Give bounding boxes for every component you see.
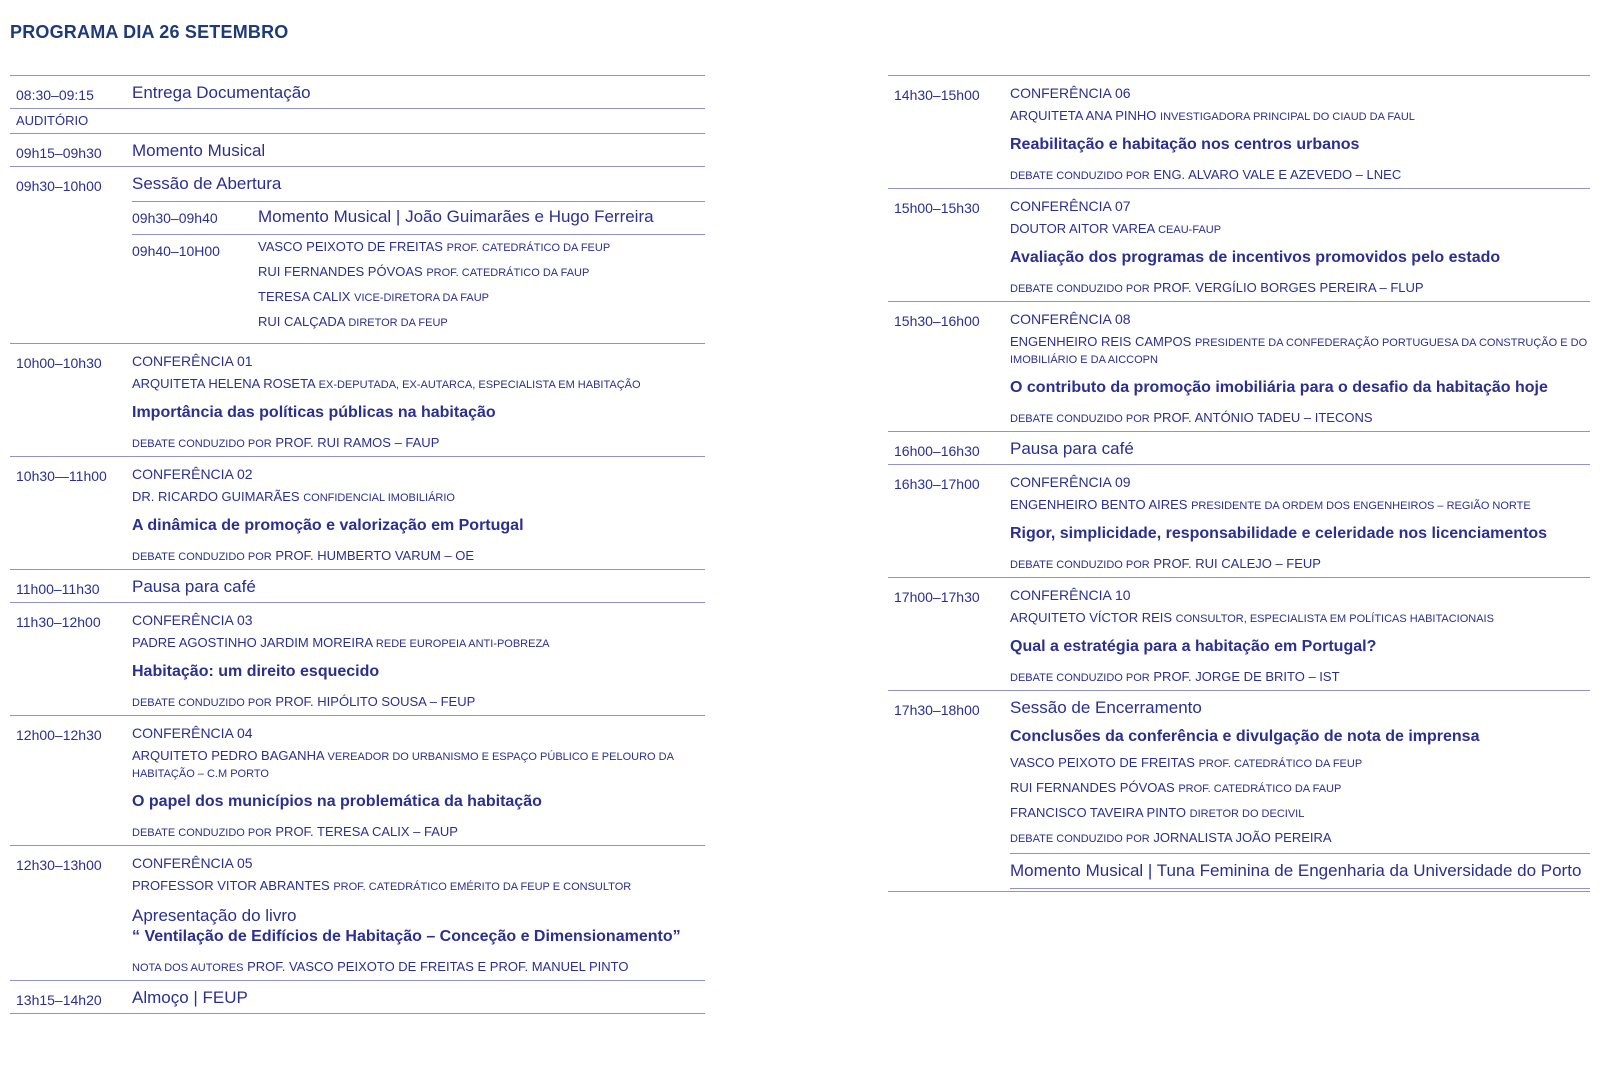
time-slot: 17h00–17h30 — [894, 589, 980, 605]
speaker-name: ARQUITETA HELENA ROSETA — [132, 376, 316, 391]
moderator-line — [1010, 669, 1590, 686]
talk-title: O contributo da promoção imobiliária para o desafio da habitação hoje — [1010, 379, 1548, 396]
conference-row-01 — [10, 343, 705, 456]
conference-row-07 — [888, 188, 1590, 301]
time-slot: 15h00–15h30 — [894, 200, 980, 216]
moderator-line — [1010, 410, 1590, 427]
venue-label: AUDITÓRIO — [10, 108, 705, 133]
talk-title: O papel dos municípios na problemática da habitação — [132, 793, 542, 810]
speaker-name: VASCO PEIXOTO DE FREITAS — [258, 239, 443, 254]
speaker-name: RUI FERNANDES PÓVOAS — [1010, 780, 1175, 795]
conference-label: CONFERÊNCIA 04 — [132, 725, 253, 741]
schedule-row-closing — [888, 690, 1590, 892]
speaker-name: ARQUITETA ANA PINHO — [1010, 108, 1157, 123]
speaker-role: PROF. CATEDRÁTICO DA FAUP — [1178, 783, 1342, 795]
time-slot: 13h15–14h20 — [16, 992, 102, 1008]
moderator-prefix: DEBATE CONDUZIDO POR — [132, 827, 272, 839]
time-slot: 10h00–10h30 — [16, 355, 102, 371]
moderator-prefix: DEBATE CONDUZIDO POR — [1010, 559, 1150, 571]
moderator-line — [1010, 556, 1590, 573]
speaker-entry — [1010, 221, 1590, 238]
moderator-name: PROF. ANTÓNIO TADEU – ITECONS — [1153, 410, 1373, 425]
sub-session-title: Momento Musical | João Guimarães e Hugo Ferreira — [258, 207, 654, 226]
page-title: PROGRAMA DIA 26 SETEMBRO — [10, 22, 289, 42]
speaker-role: REDE EUROPEIA ANTI-POBREZA — [375, 638, 550, 650]
schedule-row — [10, 133, 705, 166]
schedule-row-break — [10, 569, 705, 602]
conference-row-09 — [888, 464, 1590, 577]
book-title: “ Ventilação de Edifícios de Habitação – Conceção e Dimensionamento” — [132, 928, 681, 945]
speaker-role: DIRETOR DO DECIVIL — [1189, 808, 1305, 820]
sub-row — [132, 234, 705, 339]
session-title: Momento Musical — [132, 141, 266, 160]
speaker-entry — [1010, 497, 1590, 514]
talk-title: Rigor, simplicidade, responsabilidade e celeridade nos licenciamentos — [1010, 525, 1548, 542]
moderator-name: PROF. JORGE DE BRITO – IST — [1153, 669, 1340, 684]
speaker-name: PROFESSOR VITOR ABRANTES — [132, 878, 330, 893]
speaker-role: PROF. CATEDRÁTICO EMÉRITO DA FEUP E CONSULTOR — [333, 881, 632, 893]
schedule-row-lunch — [10, 980, 705, 1014]
speaker-name: ENGENHEIRO BENTO AIRES — [1010, 497, 1188, 512]
moderator-name: PROF. VERGÍLIO BORGES PEREIRA – FLUP — [1153, 280, 1424, 295]
conference-label: CONFERÊNCIA 02 — [132, 466, 253, 482]
speaker-role: VICE-DIRETORA DA FAUP — [354, 292, 489, 304]
note-prefix: NOTA DOS AUTORES — [132, 962, 244, 974]
conference-row-08 — [888, 301, 1590, 431]
schedule-row-opening — [10, 166, 705, 343]
talk-title: A dinâmica de promoção e valorização em Portugal — [132, 517, 524, 534]
conference-label: CONFERÊNCIA 06 — [1010, 85, 1131, 101]
sub-time-slot: 09h40–10H00 — [132, 243, 220, 259]
speaker-role: PROF. CATEDRÁTICO DA FEUP — [1198, 758, 1363, 770]
moderator-prefix: DEBATE CONDUZIDO POR — [132, 551, 272, 563]
conference-label: CONFERÊNCIA 01 — [132, 353, 253, 369]
speaker-role: VEREADOR DO URBANISMO E ESPAÇO PÚBLICO E PELOURO DA HABITAÇÃO – C.M PORTO — [132, 751, 674, 780]
time-slot: 08:30–09:15 — [16, 87, 94, 103]
speaker-role: PRESIDENTE DA CONFEDERAÇÃO PORTUGUESA DA CONSTRUÇÃO E DO IMOBILIÁRIO E DA AICCOPN — [1010, 337, 1588, 366]
moderator-line — [132, 548, 705, 565]
speaker-name: ARQUITETO PEDRO BAGANHA — [132, 748, 324, 763]
speaker-role: INVESTIGADORA PRINCIPAL DO CIAUD DA FAUL — [1160, 111, 1415, 123]
speaker-name: ENGENHEIRO REIS CAMPOS — [1010, 334, 1192, 349]
session-title: Pausa para café — [1010, 439, 1134, 458]
time-slot: 11h30–12h00 — [16, 614, 101, 630]
time-slot: 09h15–09h30 — [16, 145, 102, 161]
conference-label: CONFERÊNCIA 08 — [1010, 311, 1131, 327]
time-slot: 16h30–17h00 — [894, 476, 980, 492]
note-line — [132, 959, 705, 976]
final-music-row — [1010, 853, 1590, 889]
moderator-name: PROF. RUI CALEJO – FEUP — [1153, 556, 1321, 571]
opening-speakers — [258, 239, 705, 339]
speaker-role: PROF. CATEDRÁTICO DA FEUP — [446, 242, 611, 254]
sub-time-slot: 09h30–09h40 — [132, 210, 218, 226]
session-title: Pausa para café — [132, 577, 256, 596]
time-slot: 09h30–10h00 — [16, 178, 102, 194]
time-slot: 10h30—11h00 — [16, 468, 107, 484]
speaker-entry — [258, 239, 705, 256]
talk-title: Importância das políticas públicas na habitação — [132, 404, 496, 421]
speaker-entry — [258, 314, 705, 331]
moderator-line — [132, 435, 705, 452]
time-slot: 14h30–15h00 — [894, 87, 980, 103]
session-title: Momento Musical | Tuna Feminina de Engenharia da Universidade do Porto — [1010, 861, 1582, 880]
speaker-name: VASCO PEIXOTO DE FREITAS — [1010, 755, 1195, 770]
speaker-entry — [258, 264, 705, 281]
moderator-line — [1010, 830, 1590, 847]
speaker-entry — [1010, 755, 1590, 772]
speaker-role: DIRETOR DA FEUP — [348, 317, 448, 329]
moderator-prefix: DEBATE CONDUZIDO POR — [132, 697, 272, 709]
moderator-name: ENG. ALVARO VALE E AZEVEDO – LNEC — [1153, 167, 1402, 182]
speaker-role: EX-DEPUTADA, EX-AUTARCA, ESPECIALISTA EM HABITAÇÃO — [318, 379, 641, 391]
speaker-name: DOUTOR AITOR VAREA — [1010, 221, 1155, 236]
speaker-name: RUI CALÇADA — [258, 314, 345, 329]
conference-row-06 — [888, 75, 1590, 188]
session-title: Almoço | FEUP — [132, 988, 248, 1007]
sub-row — [132, 201, 705, 228]
program-column-left — [10, 75, 705, 1014]
moderator-name: PROF. HIPÓLITO SOUSA – FEUP — [275, 694, 476, 709]
speaker-entry — [132, 489, 705, 506]
book-presentation-label: Apresentação do livro — [132, 906, 297, 925]
speaker-entry — [132, 635, 705, 652]
conference-label: CONFERÊNCIA 03 — [132, 612, 253, 628]
talk-title: Conclusões da conferência e divulgação de nota de imprensa — [1010, 728, 1480, 745]
speaker-entry — [258, 289, 705, 306]
conference-row-02 — [10, 456, 705, 569]
time-slot: 12h00–12h30 — [16, 727, 102, 743]
moderator-name: PROF. TERESA CALIX – FAUP — [275, 824, 458, 839]
moderator-prefix: DEBATE CONDUZIDO POR — [1010, 833, 1150, 845]
talk-title: Avaliação dos programas de incentivos promovidos pelo estado — [1010, 249, 1501, 266]
speaker-entry — [132, 376, 705, 393]
time-slot: 17h30–18h00 — [894, 702, 980, 718]
time-slot: 11h00–11h30 — [16, 581, 100, 597]
time-slot: 12h30–13h00 — [16, 857, 102, 873]
conference-label: CONFERÊNCIA 07 — [1010, 198, 1131, 214]
session-title: Sessão de Encerramento — [1010, 698, 1202, 717]
moderator-line — [1010, 280, 1590, 297]
conference-row-10 — [888, 577, 1590, 690]
speaker-name: DR. RICARDO GUIMARÃES — [132, 489, 300, 504]
moderator-prefix: DEBATE CONDUZIDO POR — [1010, 413, 1150, 425]
speaker-entry — [1010, 334, 1590, 368]
conference-row-03 — [10, 602, 705, 715]
moderator-prefix: DEBATE CONDUZIDO POR — [1010, 170, 1150, 182]
moderator-name: PROF. RUI RAMOS – FAUP — [275, 435, 440, 450]
speaker-entry — [1010, 108, 1590, 125]
speaker-name: ARQUITETO VÍCTOR REIS — [1010, 610, 1173, 625]
closing-speakers — [1010, 755, 1590, 822]
time-slot: 16h00–16h30 — [894, 443, 980, 459]
speaker-name: FRANCISCO TAVEIRA PINTO — [1010, 805, 1187, 820]
speaker-role: CONFIDENCIAL IMOBILIÁRIO — [303, 492, 455, 504]
talk-title: Qual a estratégia para a habitação em Portugal? — [1010, 638, 1377, 655]
moderator-name: PROF. HUMBERTO VARUM – OE — [275, 548, 475, 563]
speaker-entry — [1010, 610, 1590, 627]
speaker-role: CONSULTOR, ESPECIALISTA EM POLÍTICAS HABITACIONAIS — [1175, 613, 1494, 625]
schedule-row — [10, 75, 705, 108]
talk-title: Habitação: um direito esquecido — [132, 663, 380, 680]
speaker-entry — [1010, 780, 1590, 797]
speaker-entry — [132, 878, 705, 895]
moderator-line — [1010, 167, 1590, 184]
time-slot: 15h30–16h00 — [894, 313, 980, 329]
conference-label: CONFERÊNCIA 09 — [1010, 474, 1131, 490]
moderator-line — [132, 824, 705, 841]
moderator-prefix: DEBATE CONDUZIDO POR — [1010, 672, 1150, 684]
conference-row-05 — [10, 845, 705, 980]
speaker-entry — [1010, 805, 1590, 822]
moderator-prefix: DEBATE CONDUZIDO POR — [1010, 283, 1150, 295]
program-column-right — [888, 75, 1590, 892]
speaker-role: PRESIDENTE DA ORDEM DOS ENGENHEIROS – REGIÃO NORTE — [1191, 500, 1531, 512]
speaker-name: PADRE AGOSTINHO JARDIM MOREIRA — [132, 635, 373, 650]
speaker-role: PROF. CATEDRÁTICO DA FAUP — [426, 267, 590, 279]
speaker-name: TERESA CALIX — [258, 289, 351, 304]
talk-title: Reabilitação e habitação nos centros urbanos — [1010, 136, 1360, 153]
conference-label: CONFERÊNCIA 10 — [1010, 587, 1131, 603]
conference-row-04 — [10, 715, 705, 845]
conference-label: CONFERÊNCIA 05 — [132, 855, 253, 871]
speaker-name: RUI FERNANDES PÓVOAS — [258, 264, 423, 279]
speaker-role: CEAU-FAUP — [1158, 224, 1222, 236]
moderator-prefix: DEBATE CONDUZIDO POR — [132, 438, 272, 450]
schedule-row-break — [888, 431, 1590, 464]
session-title: Sessão de Abertura — [132, 174, 282, 193]
session-title: Entrega Documentação — [132, 83, 311, 102]
speaker-entry — [132, 748, 705, 782]
moderator-name: JORNALISTA JOÃO PEREIRA — [1153, 830, 1332, 845]
note-authors: PROF. VASCO PEIXOTO DE FREITAS E PROF. MANUEL PINTO — [247, 959, 629, 974]
moderator-line — [132, 694, 705, 711]
